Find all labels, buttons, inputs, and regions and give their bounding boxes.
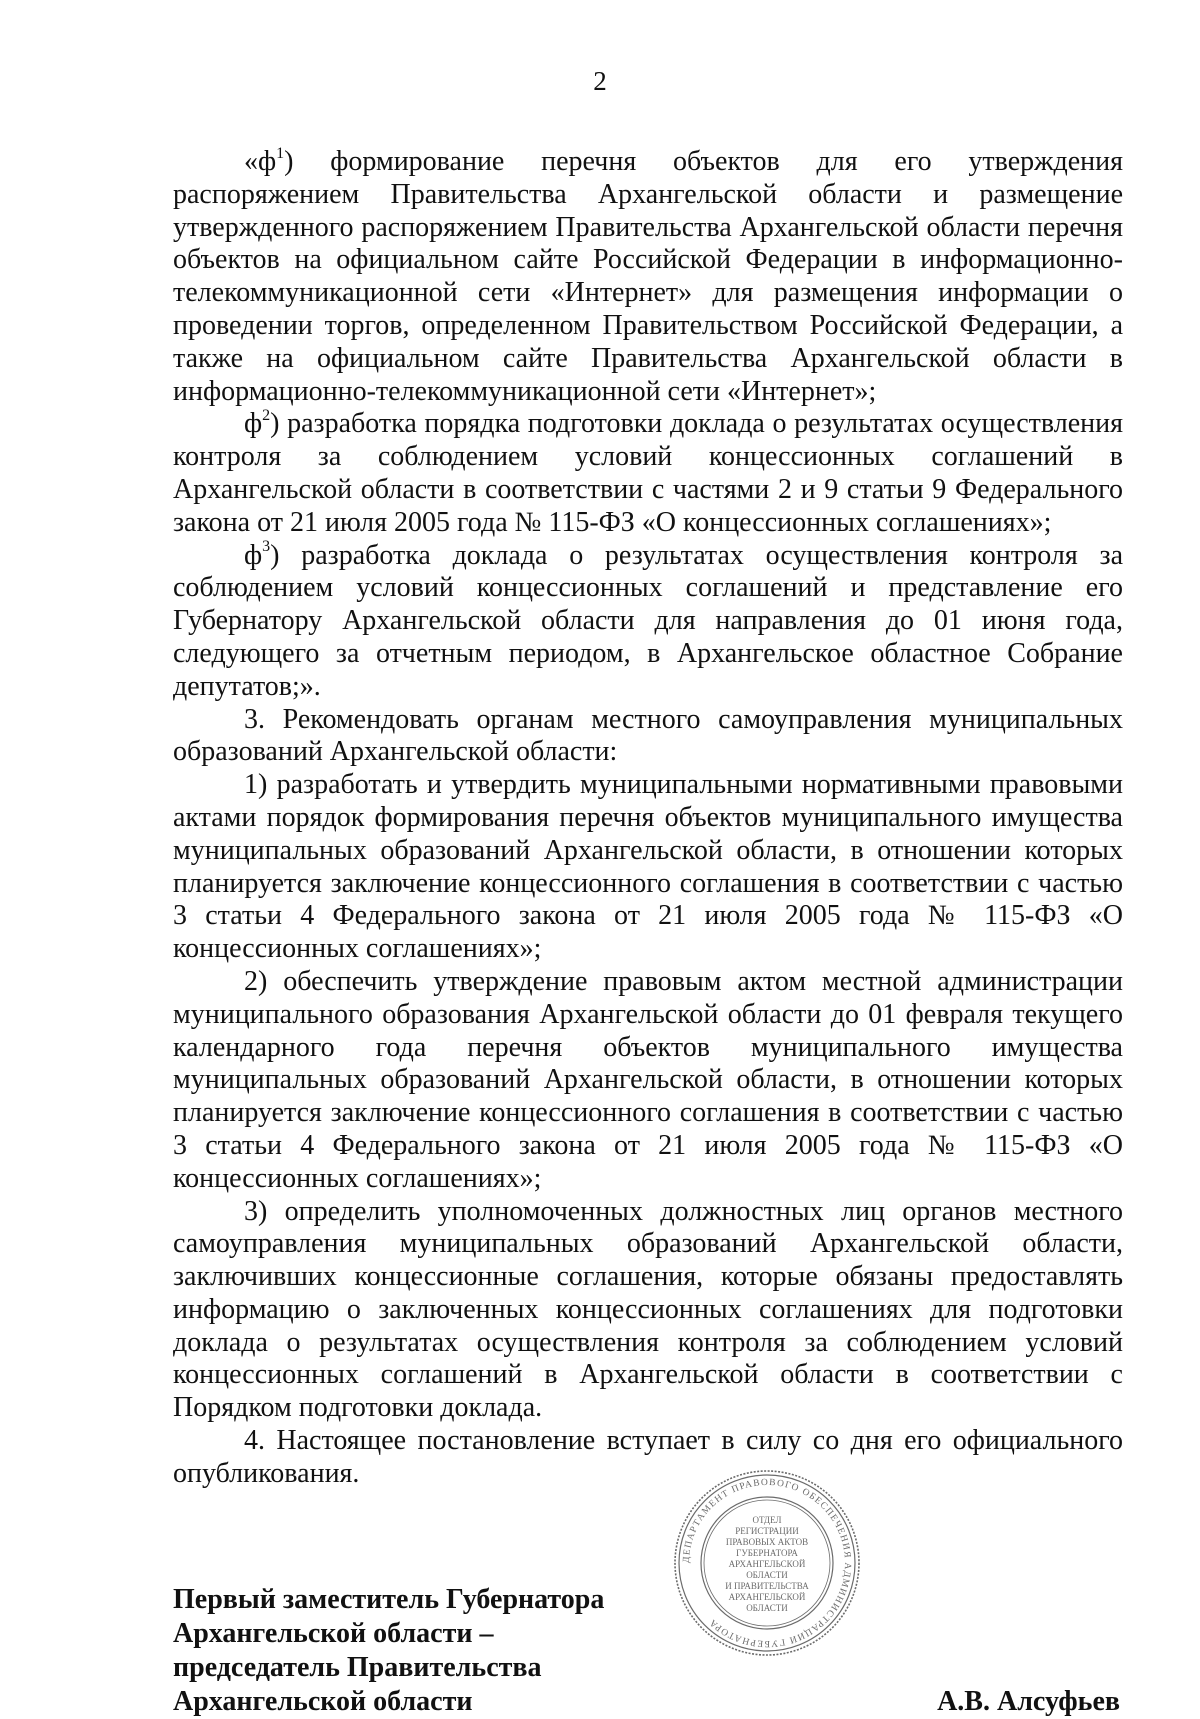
page-number: 2 <box>593 66 607 96</box>
signatory-position-line: Архангельской области – <box>173 1618 494 1649</box>
seal-center-line: АРХАНГЕЛЬСКОЙ <box>728 1559 806 1569</box>
paragraph-f2-prefix: ф <box>244 408 263 440</box>
paragraph-f2 <box>173 408 1123 539</box>
paragraph-f1 <box>173 146 1123 408</box>
seal-center-line: И ПРАВИТЕЛЬСТВА <box>725 1581 809 1591</box>
paragraph-3: 3. Рекомендовать органам местного самоуправления муниципальных образований Архангельской области: <box>173 703 1123 768</box>
paragraph-f3-text: ) разработка доклада о результатах осуществления контроля за соблюдением условий концессионных соглашений и представление его Губернатору Архангельской области для направления до 01 июня года, следующего за отчетным периодом, в Архангельское областное Собрание депутатов;». <box>173 539 1123 702</box>
paragraph-3-3: 3) определить уполномоченных должностных лиц органов местного самоуправления муниципальных образований Архангельской области, заключивших концессионные соглашения, которые обязаны предоставлять информацию о заключенных концессионных соглашениях для подготовки доклада о результатах осуществления контроля за соблюдением условий концессионных соглашений в Архангельской области в соответствии с Порядком подготовки доклада. <box>173 1195 1123 1424</box>
seal-center-line: ОТДЕЛ <box>752 1515 782 1525</box>
signatory-position-line: председатель Правительства <box>173 1652 542 1683</box>
paragraph-f1-text: ) формирование перечня объектов для его утверждения распоряжением Правительства Архангельской области и размещение утвержденного распоряжением Правительства Архангельской области перечня объектов на официальном сайте Российской Федерации в информационно-телекоммуникационной сети «Интернет» для размещения информации о проведении торгов, определенном Правительством Российской Федерации, а также на официальном сайте Правительства Архангельской области в информационно-телекоммуникационной сети «Интернет»; <box>173 146 1123 407</box>
seal-center-line: ОБЛАСТИ <box>746 1570 788 1580</box>
paragraph-f2-superscript: 2 <box>262 407 271 425</box>
paragraph-f3 <box>173 540 1123 704</box>
document-body <box>173 146 1123 1491</box>
signatory-position <box>173 1583 693 1719</box>
paragraph-f3-prefix: ф <box>244 539 263 571</box>
seal-center-line: ГУБЕРНАТОРА <box>736 1548 798 1558</box>
round-seal-icon <box>672 1468 862 1658</box>
signatory-position-line: Архангельской области <box>173 1686 473 1717</box>
paragraph-f2-text: ) разработка порядка подготовки доклада о результатах осуществления контроля за соблюдением условий концессионных соглашений в Архангельской области в соответствии с частями 2 и 9 статьи 9 Федерального закона от 21 июля 2005 года № 115-ФЗ «О концессионных соглашениях»; <box>173 408 1123 538</box>
paragraph-f1-superscript: 1 <box>276 144 285 162</box>
paragraph-f1-prefix: «ф <box>244 146 277 177</box>
seal-center-line: ПРАВОВЫХ АКТОВ <box>725 1537 809 1547</box>
seal-center-line: АРХАНГЕЛЬСКОЙ <box>728 1592 806 1602</box>
paragraph-f3-superscript: 3 <box>262 538 271 556</box>
paragraph-3-1: 1) разработать и утвердить муниципальными нормативными правовыми актами порядок формирования перечня объектов муниципального имущества муниципальных образований Архангельской области, в отношении которых планируется заключение концессионного соглашения в соответствии с частью 3 статьи 4 Федерального закона от 21 июля 2005 года № 115-ФЗ «О концессионных соглашениях»; <box>173 769 1123 965</box>
paragraph-4: 4. Настоящее постановление вступает в силу со дня его официального опубликования. <box>173 1425 1123 1489</box>
seal-center-line: РЕГИСТРАЦИИ <box>735 1526 799 1536</box>
seal-center-line: ОБЛАСТИ <box>746 1603 788 1613</box>
signatory-position-line: Первый заместитель Губернатора <box>173 1584 605 1615</box>
seal-ring-text: ДЕПАРТАМЕНТ ПРАВОВОГО ОБЕСПЕЧЕНИЯ АДМИНИСТРАЦИИ ГУБЕРНАТОРА <box>681 1477 853 1649</box>
paragraph-3-2: 2) обеспечить утверждение правовым актом местной администрации муниципального образования Архангельской области до 01 февраля текущего календарного года перечня объектов муниципального имущества муниципальных образований Архангельской области, в отношении которых планируется заключение концессионного соглашения в соответствии с частью 3 статьи 4 Федерального закона от 21 июля 2005 года № 115-ФЗ «О концессионных соглашениях»; <box>173 965 1123 1194</box>
signatory-name: А.В. Алсуфьев <box>937 1686 1120 1717</box>
